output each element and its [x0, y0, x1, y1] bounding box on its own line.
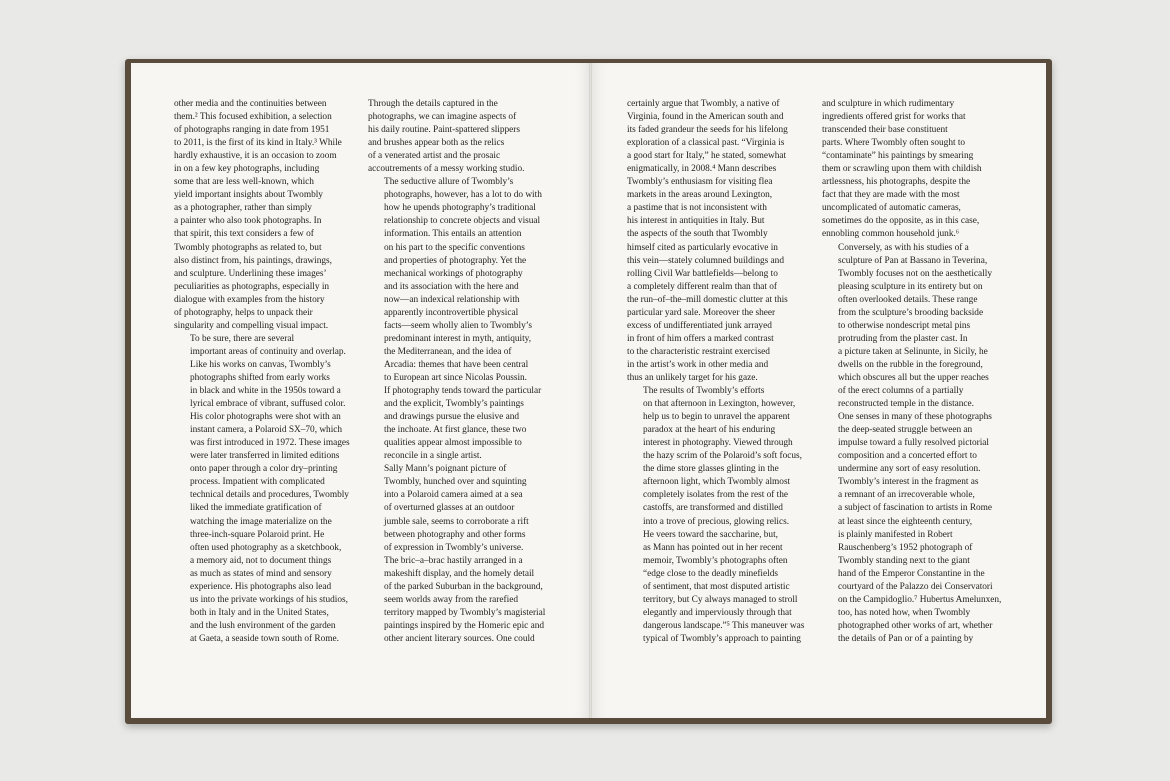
- text-line: this vein—stately columned buildings and: [627, 255, 784, 266]
- text-line: photographed other works of art, whether: [838, 620, 993, 631]
- text-line: of a venerated artist and the prosaic: [368, 151, 501, 162]
- text-line: courtyard of the Palazzo dei Conservatori: [838, 581, 993, 592]
- text-line: on his part to the specific conventions: [384, 242, 525, 253]
- text-line: and sculpture in which rudimentary: [822, 99, 955, 109]
- text-line: of sentiment, that most disputed artistic: [643, 581, 790, 592]
- text-line: of the erect columns of a partially: [838, 386, 964, 397]
- text-line: on the Campidoglio.⁷ Hubertus Amelunxen,: [838, 594, 1002, 605]
- text-line: the deep-seated struggle between an: [838, 425, 973, 436]
- text-line: Twombly, hunched over and squinting: [384, 477, 527, 488]
- text-line: Twombly standing next to the giant: [838, 555, 970, 566]
- text-line: of photographs ranging in date from 1951: [174, 125, 330, 136]
- text-line: a memory aid, not to document things: [190, 555, 332, 566]
- text-line: excess of undifferentiated junk arrayed: [627, 320, 772, 331]
- text-line: which obscures all but the upper reaches: [838, 372, 989, 383]
- text-line: information. This entails an attention: [384, 229, 522, 240]
- text-line: hardly exhaustive, it is an occasion to zoom: [174, 151, 337, 162]
- text-line: rolling Civil War battlefields—belong to: [627, 268, 778, 279]
- text-line: a completely different realm than that of: [627, 281, 778, 292]
- text-line: particular yard sale. Moreover the sheer: [627, 307, 776, 318]
- text-line: now—an indexical relationship with: [384, 294, 520, 305]
- text-line: a good start for Italy,” he stated, somewhat: [627, 151, 787, 162]
- text-line: both in Italy and in the United States,: [190, 607, 329, 618]
- text-line: a remnant of an irrecoverable whole,: [838, 490, 975, 501]
- text-line: into a trove of precious, glowing relics.: [643, 516, 790, 527]
- text-line: predominant interest in myth, antiquity,: [384, 333, 532, 344]
- text-line: as Mann has pointed out in her recent: [643, 542, 783, 553]
- paragraph: [368, 176, 556, 463]
- text-line: experience. His photographs also lead: [190, 581, 332, 592]
- text-line: instant camera, a Polaroid SX–70, which: [190, 425, 343, 436]
- text-line: to European art since Nicolas Poussin.: [384, 372, 528, 383]
- text-line: of the parked Suburban in the background,: [384, 581, 543, 592]
- text-line: in the artist’s work in other media and: [627, 359, 769, 370]
- text-line: Twombly photographs as related to, but: [174, 242, 322, 253]
- text-line: other media and the continuities between: [174, 99, 327, 109]
- text-line: and sculpture. Underlining these images’: [174, 268, 327, 279]
- text-line: One senses in many of these photographs: [838, 412, 992, 423]
- text-line: Like his works on canvas, Twombly’s: [190, 359, 331, 370]
- text-line: to 2011, is the first of its kind in Italy.³ While: [174, 138, 342, 149]
- text-line: yield important insights about Twombly: [174, 190, 323, 201]
- text-line: uncomplicated of automatic cameras,: [822, 203, 961, 214]
- text-line: mechanical workings of photography: [384, 268, 523, 279]
- paragraph: [822, 98, 1010, 242]
- text-line: Twombly’s enthusiasm for visiting flea: [627, 177, 773, 188]
- text-line: afternoon light, which Twombly almost: [643, 477, 791, 488]
- text-line: exploration of a classical past. “Virginia is: [627, 138, 785, 149]
- text-line: to the characteristic restraint exercised: [627, 346, 770, 357]
- text-line: paintings inspired by the Homeric epic and: [384, 620, 545, 631]
- text-line: us into the private workings of his studios,: [190, 594, 348, 605]
- text-line: Rauschenberg’s 1952 photograph of: [838, 542, 973, 553]
- text-line: often used photography as a sketchbook,: [190, 542, 342, 553]
- text-line: a subject of fascination to artists in Rome: [838, 503, 993, 514]
- text-line: the details of Pan or of a painting by: [838, 633, 974, 644]
- text-line: completely isolates from the rest of the: [643, 490, 789, 501]
- paragraph: [368, 98, 556, 176]
- text-line: watching the image materialize on the: [190, 516, 332, 527]
- text-line: and properties of photography. Yet the: [384, 255, 527, 266]
- paragraph: [174, 333, 362, 646]
- text-line: lyrical embrace of vibrant, suffused color.: [190, 399, 346, 410]
- text-line: relationship to concrete objects and visual: [384, 216, 541, 227]
- text-line: ennobling common household junk.⁶: [822, 229, 960, 240]
- text-line: them or scrawling upon them with childish: [822, 164, 982, 175]
- text-line: his daily routine. Paint-spattered slippers: [368, 125, 520, 136]
- text-line: a painter who also took photographs. In: [174, 216, 322, 227]
- text-line: markets in the areas around Lexington,: [627, 190, 773, 201]
- text-line: into a Polaroid camera aimed at a sea: [384, 490, 523, 501]
- text-line: and brushes appear both as the relics: [368, 138, 505, 149]
- paragraph: [627, 385, 815, 646]
- text-line: to otherwise nondescript metal pins: [838, 320, 971, 331]
- text-line: composition and a concerted effort to: [838, 451, 977, 462]
- text-line: at Gaeta, a seaside town south of Rome.: [190, 633, 339, 644]
- book-gutter: [589, 63, 592, 718]
- text-line: Conversely, as with his studies of a: [838, 242, 969, 253]
- text-line: Through the details captured in the: [368, 99, 498, 109]
- text-line: sometimes do the opposite, as in this case,: [822, 216, 980, 227]
- text-line: its faded grandeur the seeds for his lifelong: [627, 125, 788, 136]
- paragraph: [368, 463, 556, 646]
- text-line: also distinct from, his paintings, drawings,: [174, 255, 332, 266]
- text-line: His color photographs were shot with an: [190, 412, 341, 423]
- text-line: Twombly focuses not on the aesthetically: [838, 268, 992, 279]
- text-line: three-inch-square Polaroid print. He: [190, 529, 325, 540]
- text-line: the inchoate. At first glance, these two: [384, 425, 527, 436]
- text-line: a pastime that is not inconsistent with: [627, 203, 767, 214]
- text-line: Arcadia: themes that have been central: [384, 359, 529, 370]
- text-line: sculpture of Pan at Bassano in Teverina,: [838, 255, 988, 266]
- text-line: how he upends photography’s traditional: [384, 203, 536, 214]
- text-line: a picture taken at Selinunte, in Sicily, he: [838, 346, 988, 357]
- text-line: photographs, however, has a lot to do with: [384, 190, 542, 201]
- text-line: of photography, helps to unpack their: [174, 307, 313, 318]
- text-line: the Mediterranean, and the idea of: [384, 346, 512, 357]
- text-line: were later transferred in limited editions: [190, 451, 340, 462]
- text-line: technical details and procedures, Twombly: [190, 490, 349, 501]
- text-line: singularity and compelling visual impact.: [174, 320, 329, 331]
- text-line: protruding from the plaster cast. In: [838, 333, 968, 344]
- text-line: photographs shifted from early works: [190, 372, 330, 383]
- paragraph: [627, 98, 815, 385]
- text-line: accoutrements of a messy working studio.: [368, 164, 525, 175]
- text-line: impulse toward a fully resolved pictorial: [838, 438, 989, 449]
- text-line: often overlooked details. These range: [838, 294, 978, 305]
- text-line: castoffs, are transformed and distilled: [643, 503, 783, 514]
- text-line: The results of Twombly’s efforts: [643, 386, 765, 397]
- text-line: too, has noted how, when Twombly: [838, 607, 971, 618]
- text-line: in on a few key photographs, including: [174, 164, 320, 175]
- text-line: Sally Mann’s poignant picture of: [384, 464, 507, 475]
- text-line: Twombly’s interest in the fragment as: [838, 477, 979, 488]
- text-line: process. Impatient with complicated: [190, 477, 325, 488]
- text-line: The seductive allure of Twombly’s: [384, 177, 514, 188]
- text-line: photographs, we can imagine aspects of: [368, 112, 517, 123]
- paragraph: [822, 242, 1010, 646]
- text-line: in front of him offers a marked contrast: [627, 333, 774, 344]
- text-line: that spirit, this text considers a few of: [174, 229, 314, 240]
- text-line: them.² This focused exhibition, a selection: [174, 112, 332, 123]
- text-line: was first introduced in 1972. These images: [190, 438, 350, 449]
- text-line: territory mapped by Twombly’s magisterial: [384, 607, 546, 618]
- text-line: help us to begin to unravel the apparent: [643, 412, 790, 423]
- text-line: some that are less well-known, which: [174, 177, 314, 188]
- text-line: Virginia, found in the American south and: [627, 112, 784, 123]
- text-column-4: [822, 98, 1010, 646]
- text-line: and drawings pursue the elusive and: [384, 412, 520, 423]
- text-column-3: [627, 98, 815, 646]
- text-line: the run–of–the–mill domestic clutter at this: [627, 294, 788, 305]
- text-line: The bric–a–brac hastily arranged in a: [384, 555, 523, 566]
- text-line: liked the immediate gratification of: [190, 503, 322, 514]
- text-line: certainly argue that Twombly, a native of: [627, 99, 780, 109]
- text-line: onto paper through a color dry–printing: [190, 464, 338, 475]
- text-line: memoir, Twombly’s photographs often: [643, 555, 788, 566]
- text-line: artlessness, his photographs, despite the: [822, 177, 971, 188]
- text-column-2: [368, 98, 556, 646]
- text-line: in black and white in the 1950s toward a: [190, 386, 341, 397]
- text-line: the hazy scrim of the Polaroid’s soft focus,: [643, 451, 802, 462]
- text-line: the dime store glasses glinting in the: [643, 464, 779, 475]
- text-line: dangerous landscape.”⁵ This maneuver was: [643, 620, 805, 631]
- text-line: transcended their base constituent: [822, 125, 948, 136]
- text-line: on that afternoon in Lexington, however,: [643, 399, 796, 410]
- text-line: seem worlds away from the rarefied: [384, 594, 518, 605]
- text-line: enigmatically, in 2008.⁴ Mann describes: [627, 164, 777, 175]
- text-line: interest in photography. Viewed through: [643, 438, 793, 449]
- text-line: from the sculpture’s brooding backside: [838, 307, 984, 318]
- text-line: of expression in Twombly’s universe.: [384, 542, 524, 553]
- text-line: apparently incontrovertible physical: [384, 307, 519, 318]
- text-line: typical of Twombly’s approach to painting: [643, 633, 801, 644]
- text-line: “edge close to the deadly minefields: [643, 568, 778, 579]
- text-line: and the explicit, Twombly’s paintings: [384, 399, 524, 410]
- text-line: between photography and other forms: [384, 529, 526, 540]
- text-line: makeshift display, and the homely detail: [384, 568, 535, 579]
- text-line: He veers toward the saccharine, but,: [643, 529, 778, 540]
- text-line: thus an unlikely target for his gaze.: [627, 372, 758, 383]
- text-line: the aspects of the south that Twombly: [627, 229, 768, 240]
- text-line: “contaminate” his paintings by smearing: [822, 151, 974, 162]
- text-line: reconcile in a single artist.: [384, 451, 482, 462]
- text-line: his interest in antiquities in Italy. But: [627, 216, 765, 227]
- paragraph: [174, 98, 362, 333]
- text-line: To be sure, there are several: [190, 333, 295, 344]
- text-line: paradox at the heart of his enduring: [643, 425, 776, 436]
- text-line: and the lush environment of the garden: [190, 620, 336, 631]
- text-line: himself cited as particularly evocative in: [627, 242, 778, 253]
- text-line: important areas of continuity and overlap.: [190, 346, 346, 357]
- text-line: is plainly manifested in Robert: [838, 529, 953, 540]
- text-line: reconstructed temple in the distance.: [838, 399, 974, 410]
- text-line: hand of the Emperor Constantine in the: [838, 568, 985, 579]
- text-line: and its association with the here and: [384, 281, 519, 292]
- text-line: dwells on the rubble in the foreground,: [838, 359, 983, 370]
- text-line: qualities appear almost impossible to: [384, 438, 522, 449]
- text-line: dialogue with examples from the history: [174, 294, 325, 305]
- text-line: undermine any sort of easy resolution.: [838, 464, 981, 475]
- text-line: ingredients offered grist for works that: [822, 112, 966, 123]
- text-line: pleasing sculpture in its entirety but on: [838, 281, 983, 292]
- text-line: parts. Where Twombly often sought to: [822, 138, 966, 149]
- text-line: as a photographer, rather than simply: [174, 203, 312, 214]
- text-line: as much as states of mind and sensory: [190, 568, 332, 579]
- text-line: of overturned glasses at an outdoor: [384, 503, 515, 514]
- text-line: other ancient literary sources. One could: [384, 633, 535, 644]
- text-column-1: [174, 98, 362, 646]
- text-line: at least since the eighteenth century,: [838, 516, 973, 527]
- text-line: elegantly and imperviously through that: [643, 607, 792, 618]
- text-line: jumble sale, seems to corroborate a rift: [384, 516, 529, 527]
- text-line: If photography tends toward the particular: [384, 386, 542, 397]
- text-line: facts—seem wholly alien to Twombly’s: [384, 320, 532, 331]
- text-line: territory, but Cy always managed to stroll: [643, 594, 798, 605]
- text-line: fact that they are made with the most: [822, 190, 960, 201]
- text-line: peculiarities as photographs, especially in: [174, 281, 330, 292]
